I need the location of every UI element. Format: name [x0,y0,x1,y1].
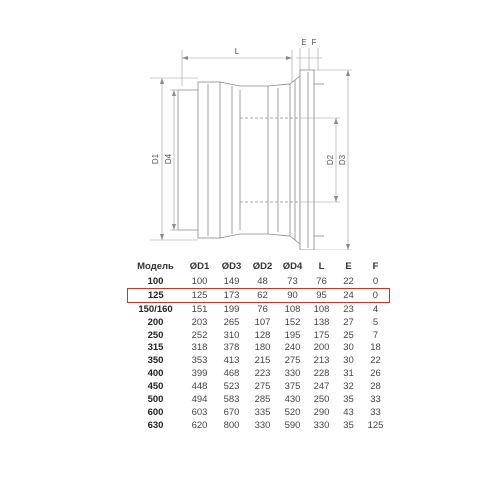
value-cell: 275 [254,381,271,393]
header-l: L [318,261,325,272]
value-cell: 468 [223,368,240,380]
value-cell: 199 [223,303,240,315]
value-cell: 22 [370,355,381,367]
value-cell: 76 [257,303,268,315]
table-row [128,354,390,367]
value-cell: 48 [257,275,268,287]
value-cell: 603 [191,406,208,418]
value-cell: 25 [343,329,354,341]
value-cell: 413 [223,355,240,367]
table-row [128,393,390,406]
table-body [128,275,390,432]
value-cell: 33 [370,393,381,405]
model-cell: 500 [147,393,164,405]
table-row [128,419,390,432]
value-cell: 22 [343,275,354,287]
value-cell: 310 [223,329,240,341]
value-cell: 30 [343,355,354,367]
value-cell: 4 [372,303,379,315]
value-cell: 213 [313,355,330,367]
value-cell: 590 [284,419,301,431]
value-cell: 330 [284,368,301,380]
value-cell: 670 [223,406,240,418]
value-cell: 335 [254,406,271,418]
value-cell: 353 [191,355,208,367]
value-cell: 330 [254,419,271,431]
value-cell: 203 [191,316,208,328]
table-row [128,329,390,342]
value-cell: 95 [308,288,336,302]
value-cell: 520 [284,406,301,418]
value-cell: 523 [223,381,240,393]
dim-label-e: E [301,38,307,47]
value-cell: 223 [254,368,271,380]
dim-label-d4: D4 [164,153,173,165]
dim-label-l: L [234,47,240,56]
value-cell: 90 [278,288,308,302]
value-cell: 18 [370,342,381,354]
table-row [128,288,390,302]
header-e: E [345,261,352,272]
value-cell: 5 [372,316,379,328]
value-cell: 318 [191,342,208,354]
table-row [128,302,390,315]
value-cell: 32 [343,381,354,393]
value-cell: 620 [191,419,208,431]
value-cell: 33 [370,406,381,418]
header-d1: ØD1 [189,261,210,272]
value-cell: 173 [216,288,248,302]
dim-label-f: F [311,38,317,47]
value-cell: 180 [254,342,271,354]
model-cell: 125 [128,288,184,302]
value-cell: 100 [191,275,208,287]
value-cell: 128 [254,329,271,341]
value-cell: 240 [284,342,301,354]
value-cell: 43 [343,406,354,418]
header-d4: ØD4 [282,261,303,272]
value-cell: 494 [191,393,208,405]
value-cell: 375 [284,381,301,393]
value-cell: 76 [316,275,327,287]
value-cell: 28 [370,381,381,393]
value-cell: 0 [362,288,390,302]
dim-label-d1: D1 [151,153,160,165]
value-cell: 24 [336,288,362,302]
model-cell: 450 [147,381,164,393]
value-cell: 0 [372,275,379,287]
header-d2: ØD2 [252,261,273,272]
model-cell: 100 [147,275,164,287]
value-cell: 138 [313,316,330,328]
header-model: Модель [137,261,174,272]
value-cell: 285 [254,393,271,405]
value-cell: 31 [343,368,354,380]
value-cell: 430 [284,393,301,405]
spec-table [127,258,390,432]
value-cell: 200 [313,342,330,354]
model-cell: 630 [147,419,164,431]
value-cell: 151 [191,303,208,315]
value-cell: 448 [191,381,208,393]
value-cell: 378 [223,342,240,354]
value-cell: 107 [254,316,271,328]
dim-label-d3: D3 [338,154,347,166]
value-cell: 290 [313,406,330,418]
value-cell: 108 [313,303,330,315]
value-cell: 265 [223,316,240,328]
header-f: F [372,261,379,272]
value-cell: 175 [313,329,330,341]
value-cell: 35 [343,393,354,405]
table-row [128,341,390,354]
model-cell: 600 [147,406,164,418]
table-header-row [128,258,390,275]
value-cell: 149 [223,275,240,287]
value-cell: 108 [284,303,301,315]
value-cell: 26 [370,368,381,380]
model-cell: 200 [147,316,164,328]
table-row [128,367,390,380]
model-cell: 315 [147,342,164,354]
value-cell: 800 [223,419,240,431]
table-row [128,380,390,393]
value-cell: 27 [343,316,354,328]
value-cell: 252 [191,329,208,341]
value-cell: 275 [284,355,301,367]
value-cell: 247 [313,381,330,393]
value-cell: 195 [284,329,301,341]
value-cell: 215 [254,355,271,367]
model-cell: 400 [147,368,164,380]
value-cell: 399 [191,368,208,380]
table-row [128,316,390,329]
value-cell: 125 [184,288,216,302]
table-row [128,275,390,288]
model-cell: 150/160 [138,303,173,315]
table-row [128,406,390,419]
value-cell: 583 [223,393,240,405]
header-d3: ØD3 [221,261,242,272]
model-cell: 250 [147,329,164,341]
dim-label-d2: D2 [326,154,335,166]
value-cell: 62 [248,288,278,302]
value-cell: 228 [313,368,330,380]
value-cell: 73 [287,275,298,287]
value-cell: 152 [284,316,301,328]
value-cell: 250 [313,393,330,405]
value-cell: 125 [367,419,384,431]
value-cell: 7 [372,329,379,341]
value-cell: 35 [343,419,354,431]
model-cell: 350 [147,355,164,367]
value-cell: 23 [343,303,354,315]
value-cell: 30 [343,342,354,354]
value-cell: 330 [313,419,330,431]
